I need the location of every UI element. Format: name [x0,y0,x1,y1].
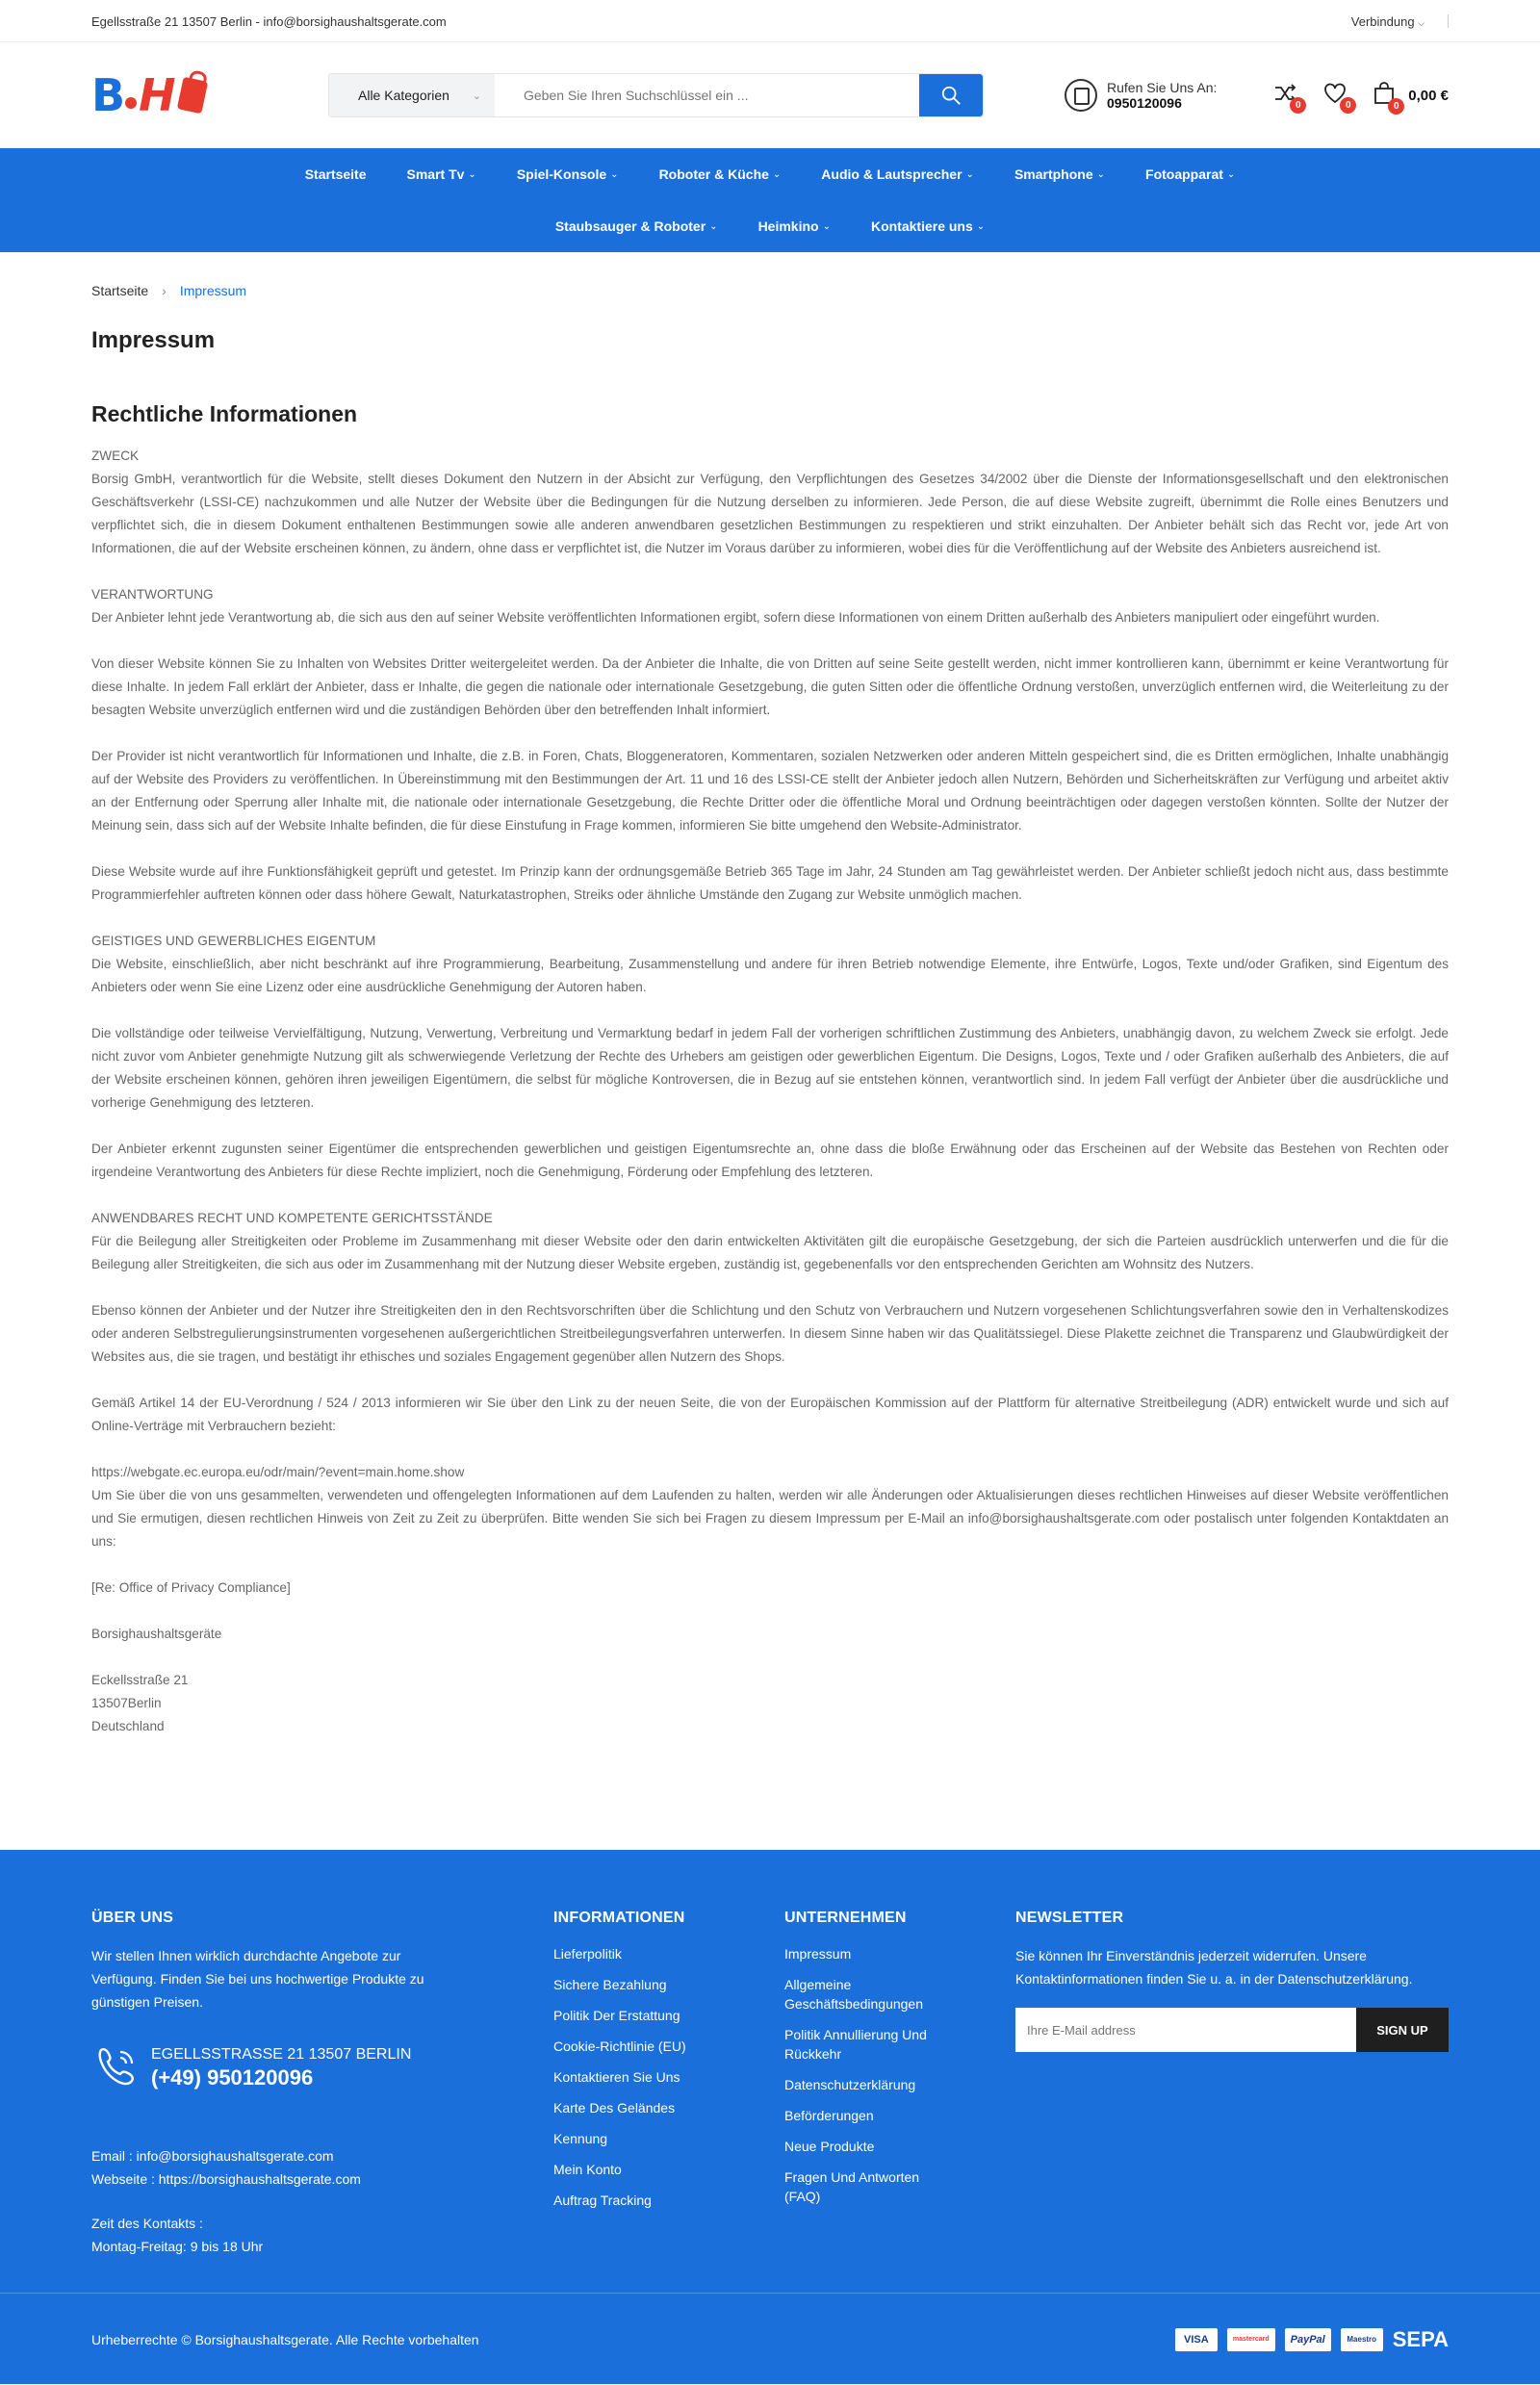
nav-item-startseite[interactable] [305,167,367,182]
compare-button[interactable] [1273,83,1301,111]
nav-item-kontakt[interactable] [871,218,985,234]
newsletter-form [1015,2008,1449,2052]
chevron-down-icon: ⌄ [976,220,986,232]
connection-dropdown[interactable] [1351,14,1424,29]
chevron-down-icon: ⌵ [1418,17,1424,28]
legal-paragraph: ZWECK Borsig GmbH, verantwortlich für die Website, stellt dieses Dokument den Nutzern in der Absicht zur Verfügung, den Verpflichtungen des Gesetzes 34/2002 über die Dienste der Informationsgesellschaft und den elektronischen Geschäftsverkehr (LSSI-CE) nachzukommen und alle Nutzer der Website über die Bedingungen für die Nutzung derselben zu informieren. Jede Person, die auf diese Website zugreift, übernimmt die Rolle eines Benutzers und verpflichtet sich, die in diesem Dokument enthaltenen Bestimmungen sowie alle anderen anwendbaren gesetzlichen Bestimmungen zu respektieren und strikt einzuhalten. Der Anbieter behält sich das Recht vor, jede Art von Informationen, die auf der Website erscheinen können, zu ändern, ohne dass er verpflichtet ist, die Nutzer im Voraus darüber zu informieren, wobei dies für die Veröffentlichung auf der Website des Anbieters ausreichend ist. [91,449,1449,555]
category-select[interactable] [329,74,495,116]
footer-newsletter [1015,1910,1449,2258]
cart-total: 0,00 € [1408,87,1449,104]
legal-paragraph: https://webgate.ec.europa.eu/odr/main/?event=main.home.show Um Sie über die von uns gesammelten, verwendeten und offengelegten Informationen auf dem Laufenden zu halten, werden wir alle Änderungen oder Aktualisierungen dieses rechtlichen Hinweises auf dieser Website veröffentlichen und Sie ermutigen, diesen rechtlichen Hinweis von Zeit zu Zeit zu überprüfen. Bitte wenden Sie sich bei Fragen zu diesem Impressum per E-Mail an info@borsighaushaltsgerate.com oder postalisch unter folgenden Kontaktdaten an uns: [91,1465,1449,1549]
maestro-icon: Maestro [1341,2328,1383,2351]
footer-company [784,1910,1015,2258]
nav-label: Heimkino [757,218,819,234]
nav-row-1 [305,148,1236,200]
chevron-down-icon: ⌄ [468,168,476,180]
footer-hours-label: Zeit des Kontakts : [91,2216,203,2231]
footer-website[interactable]: Webseite : https://borsighaushaltsgerate.com [91,2171,361,2187]
nav-label: Staubsauger & Roboter [554,218,706,234]
footer-about-title: ÜBER UNS [91,1910,174,1926]
logo-letter-b: B [91,69,124,121]
nav-label: Startseite [304,167,367,182]
legal-paragraph: Ebenso können der Anbieter und der Nutzer ihre Streitigkeiten den in den Rechtsvorschriften über die Schlichtung und den Schutz von Verbrauchern und Nutzern vorgesehenen Schlichtungsverfahren sowie den in Verhaltenskodizes oder anderen Selbstregulierungsinstrumenten vorgesehenen außergerichtlichen Streitbeilegungsverfahren unterwerfen. In diesem Sinne haben wir das Qualitätssiegel. Diese Plakette zeichnet die Transparenz und Glaubwürdigkeit der Websites aus, die sie tragen, und bestätigt ihr ethisches und soziales Engagement gegenüber allen Nutzern des Shops. [91,1303,1449,1364]
footer-email[interactable]: Email : info@borsighaushaltsgerate.com [91,2148,334,2164]
chevron-down-icon: ⌄ [772,168,782,180]
footer-about [91,1910,553,2258]
footer-company-link[interactable]: Neue Produkte [784,2139,875,2154]
signup-button[interactable]: SIGN UP [1356,2008,1449,2052]
nav-item-smart-tv[interactable] [407,167,476,182]
footer-info-link[interactable]: Cookie-Richtlinie (EU) [553,2039,686,2054]
footer-company-link[interactable]: Beförderungen [784,2108,874,2123]
legal-paragraph: Der Provider ist nicht verantwortlich für Informationen und Inhalte, die z.B. in Foren, Chats, Bloggeneratoren, Kommentaren, sozialen Netzwerken oder anderen Mitteln gespeichert sind, die es Dritten ermöglichen, Inhalte unabhängig auf der Website des Providers zu veröffentlichen. In Übereinstimmung mit den Bestimmungen der Art. 11 und 16 des LSSI-CE stellt der Anbieter jedoch allen Nutzern, Behörden und Sicherheitskräften zur Verfügung und arbeitet aktiv an der Entfernung oder Sperrung aller Inhalte mit, die nationale oder internationale Gesetzgebung, die Rechte Dritter oder die öffentliche Moral und Ordnung beeinträchtigen oder dagegen verstoßen könnten. Sollte der Nutzer der Meinung sein, dass sich auf der Website Inhalte befinden, die für diese Einstufung in Frage kommen, informieren Sie bitte umgehend den Website-Administrator. [91,749,1449,833]
search-input[interactable] [495,74,919,116]
legal-paragraph: Eckellsstraße 21 13507Berlin Deutschland [91,1673,189,1733]
footer-company-link[interactable]: Fragen Und Antworten (FAQ) [784,2169,920,2204]
legal-text [91,445,1449,1738]
footer [0,1850,1540,2384]
logo-letter-h: H [139,69,176,121]
shopping-bag-icon [176,77,208,115]
chevron-down-icon: ⌄ [709,220,718,232]
legal-paragraph: ANWENDBARES RECHT UND KOMPETENTE GERICHTSSTÄNDE Für die Beilegung aller Streitigkeiten oder Probleme im Zusammenhang mit dieser Website oder den darin entwickelten Aktivitäten gilt die europäische Gesetzgebung, der sich die Parteien ausdrücklich unterwerfen und die für die Beilegung aller Streitigkeiten, die sich aus oder im Zusammenhang mit der Nutzung dieser Website ergeben, zuständig ist, gegebenenfalls vor den entsprechenden Gerichten am Wohnsitz des Nutzers. [91,1211,1449,1271]
chevron-down-icon: ⌄ [1226,168,1236,180]
nav-label: Roboter & Küche [658,167,769,182]
copyright: Urheberrechte © Borsighaushaltsgerate. Alle Rechte vorbehalten [91,2331,479,2347]
footer-info-title: INFORMATIONEN [553,1910,685,1926]
category-select-label: Alle Kategorien [358,88,449,103]
footer-bottom [0,2293,1540,2384]
page-title: Impressum [91,327,216,353]
legal-paragraph: Von dieser Website können Sie zu Inhalten von Websites Dritter weitergeleitet werden. Da der Anbieter die Inhalte, die von Dritten auf seine Seite gestellt werden, nicht immer kontrollieren kann, übernimmt er keine Verantwortung für diese Inhalte. In jedem Fall erklärt der Anbieter, dass er Inhalte, die gegen die nationale oder internationale Gesetzgebung, die guten Sitten oder die öffentliche Ordnung verstoßen, unverzüglich entfernen wird, die Weiterleitung zu der besagten Website unverzüglich entfernen wird und die zuständigen Behörden über den betreffenden Inhalt informiert. [91,656,1449,717]
newsletter-text: Sie können Ihr Einverständnis jederzeit widerrufen. Unsere Kontaktinformationen finden Sie u. a. in der Datenschutzerklärung. [1015,1948,1413,1987]
footer-info-link[interactable]: Mein Konto [553,2162,622,2177]
nav-item-audio[interactable] [821,167,974,182]
sepa-icon: SEPA [1392,2326,1449,2351]
footer-company-link[interactable]: Allgemeine Geschäftsbedingungen [784,1977,923,2012]
search-bar [328,73,984,117]
wishlist-count-badge: 0 [1340,97,1356,114]
paypal-icon: PayPal [1285,2328,1331,2351]
footer-info-link[interactable]: Karte Des Geländes [553,2100,676,2116]
nav-item-smartphone[interactable] [1014,167,1105,182]
legal-paragraph: GEISTIGES UND GEWERBLICHES EIGENTUM Die Website, einschließlich, aber nicht beschränkt auf ihre Programmierung, Bearbeitung, Zusammenstellung und andere für ihren Betrieb notwendige Elemente, ihre Entwürfe, Logos, Texte und/oder Grafiken, sind Eigentum des Anbieters oder wenn Sie eine Lizenz oder eine ausdrückliche Genehmigung der Autoren haben. [91,934,1449,994]
nav-item-fotoapparat[interactable] [1145,167,1235,182]
footer-contact [91,2044,553,2092]
footer-info [553,1910,784,2258]
nav-item-roboter-kueche[interactable] [659,167,782,182]
compare-count-badge: 0 [1290,97,1306,114]
connection-label: Verbindung [1350,13,1415,29]
footer-phone[interactable]: (+49) 950120096 [151,2065,314,2090]
nav-label: Smartphone [1014,167,1093,182]
chevron-down-icon: ⌄ [472,90,481,102]
legal-paragraph: Der Anbieter erkennt zugunsten seiner Eigentümer die entsprechenden gewerblichen und geistigen Eigentumsrechte an, ohne dass die bloße Erwähnung oder das Erscheinen auf der Website das Bestehen von Rechten oder irgendeine Verantwortung des Anbieters für diese Rechte impliziert, noch die Genehmigung, Förderung oder Empfehlung des letzteren. [91,1141,1449,1179]
nav-item-spiel-konsole[interactable] [517,167,619,182]
topbar [0,0,1540,42]
cart-count-badge: 0 [1388,98,1404,115]
legal-paragraph: Gemäß Artikel 14 der EU-Verordnung / 524 / 2013 informieren wir Sie über den Link zu der neuen Seite, die von der Europäischen Kommission auf der Plattform für alternative Streitbeilegung (ADR) entwickelt wurde und sich auf Online-Verträge mit Verbrauchern bezieht: [91,1396,1449,1433]
cart-button[interactable] [1373,82,1449,112]
call-label: Rufen Sie Uns An: [1107,80,1218,95]
wishlist-button[interactable] [1323,83,1351,111]
legal-paragraph: Die vollständige oder teilweise Vervielfältigung, Nutzung, Verwertung, Verbreitung und Vermarktung bedarf in jedem Fall der vorherigen schriftlichen Zustimmung des Anbieters, unabhängig davon, zu welchem Zweck sie erfolgt. Jede nicht zuvor vom Anbieter genehmigte Nutzung gilt als schwerwiegende Verletzung der Rechte des Urhebers am geistigen oder gewerblichen Eigentum. Die Designs, Logos, Texte und / oder Grafiken außerhalb des Anbieters, die auf der Website erscheinen können, gehören ihren jeweiligen Eigentümern, die selbst für mögliche Kontroversen, die in Bezug auf sie entstehen können, verantwortlich sind. In jedem Fall verfügt der Anbieter über die ausdrückliche und vorherige Genehmigung des letzteren. [91,1026,1449,1110]
search-button[interactable] [919,74,983,116]
logo-dot [125,97,137,109]
legal-paragraph: Borsighaushaltsgeräte [91,1627,222,1641]
nav-item-staubsauger[interactable] [555,218,718,234]
nav-label: Spiel-Konsole [516,167,607,182]
footer-company-title: UNTERNEHMEN [784,1910,907,1926]
footer-info-link[interactable]: Sichere Bezahlung [553,1977,667,1992]
phone-icon [91,2044,140,2092]
footer-info-link[interactable]: Kontaktieren Sie Uns [553,2069,680,2085]
section-heading [91,398,1449,426]
call-box [1065,79,1217,112]
breadcrumb-current: Impressum [179,283,247,298]
footer-info-link[interactable]: Auftrag Tracking [553,2193,652,2208]
logo[interactable] [91,68,234,122]
footer-company-link[interactable]: Politik Annullierung Und Rückkehr [784,2027,927,2062]
nav-label: Audio & Lautsprecher [821,167,962,182]
legal-paragraph: [Re: Office of Privacy Compliance] [91,1580,291,1595]
phone-support-icon [1065,79,1097,112]
nav-row-2 [555,200,985,252]
footer-about-text: Wir stellen Ihnen wirklich durchdachte Angebote zur Verfügung. Finden Sie bei uns hochwertige Produkte zu günstigen Preisen. [91,1948,424,2010]
newsletter-email-input[interactable] [1015,2008,1356,2052]
cart-icon-wrap [1373,82,1399,112]
header [0,42,1540,148]
footer-company-link[interactable]: Datenschutzerklärung [784,2077,916,2092]
footer-company-link[interactable]: Impressum [784,1946,852,1962]
footer-info-link[interactable]: Lieferpolitik [553,1946,622,1962]
breadcrumb [91,283,1449,298]
main-nav [0,148,1540,252]
payment-methods [1175,2328,1449,2351]
newsletter-title: NEWSLETTER [1015,1910,1124,1926]
legal-paragraph: Diese Website wurde auf ihre Funktionsfähigkeit geprüft und getestet. Im Prinzip kann der ordnungsgemäße Betrieb 365 Tage im Jahr, 24 Stunden am Tag gewährleistet werden. Der Anbieter schließt jedoch nicht aus, dass bestimmte Programmierfehler auftreten können oder dass höhere Gewalt, Naturkatastrophen, Streiks oder ähnliche Umstände den Zugang zur Website unmöglich machen. [91,864,1449,902]
breadcrumb-home[interactable]: Startseite [91,283,149,298]
main-content [91,283,1449,1738]
footer-hours: Montag-Freitag: 9 bis 18 Uhr [91,2239,264,2254]
nav-label: Smart Tv [406,167,465,182]
footer-info-link[interactable]: Kennung [553,2131,608,2146]
chevron-down-icon: ⌄ [822,220,831,232]
chevron-right-icon: › [162,283,167,298]
footer-address: EGELLSSTRASSE 21 13507 BERLIN [151,2046,412,2063]
section-heading-text: Rechtliche Informationen [91,401,358,426]
nav-label: Fotoapparat [1145,167,1223,182]
mastercard-icon: mastercard [1227,2328,1275,2351]
topbar-address: Egellsstraße 21 13507 Berlin - info@borsighaushaltsgerate.com [91,13,447,29]
nav-item-heimkino[interactable] [758,218,831,234]
visa-icon: VISA [1175,2328,1218,2351]
chevron-down-icon: ⌄ [610,168,619,180]
search-icon [940,85,962,106]
footer-info-link[interactable]: Politik Der Erstattung [553,2008,680,2023]
legal-paragraph: VERANTWORTUNG Der Anbieter lehnt jede Verantwortung ab, die sich aus den auf seiner Website veröffentlichten Informationen ergibt, sofern diese Informationen von einem Dritten außerhalb des Anbieters manipuliert oder eingeführt wurden. [91,587,1380,625]
call-number[interactable]: 0950120096 [1107,95,1182,111]
chevron-down-icon: ⌄ [1096,168,1106,180]
chevron-down-icon: ⌄ [965,168,974,180]
nav-label: Kontaktiere uns [870,218,973,234]
divider [1448,14,1449,28]
